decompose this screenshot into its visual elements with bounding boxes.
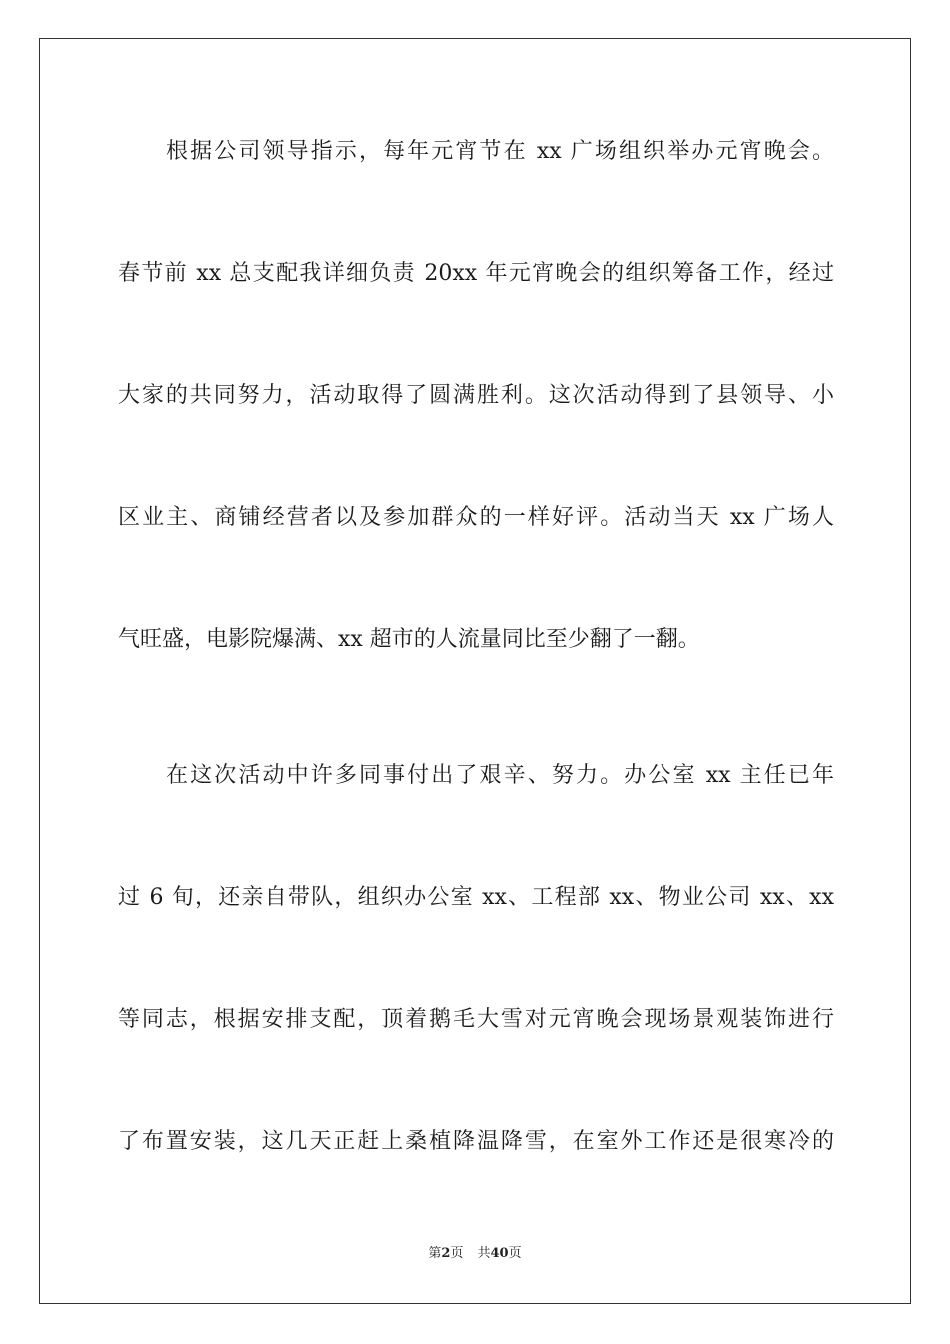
page-suffix: 页	[450, 1246, 464, 1261]
paragraph-line: 过 6 旬，还亲自带队，组织办公室 xx、工程部 xx、物业公司 xx、xx	[118, 885, 834, 910]
page-footer	[0, 1245, 950, 1263]
paragraph-line: 了布置安装，这几天正赶上桑植降温降雪，在室外工作还是很寒冷的	[118, 1129, 834, 1154]
paragraph-line: 等同志，根据安排支配，顶着鹅毛大雪对元宵晚会现场景观装饰进行	[118, 1007, 834, 1032]
total-prefix: 共	[477, 1246, 491, 1261]
paragraph-line: 根据公司领导指示，每年元宵节在 xx 广场组织举办元宵晚会。	[166, 139, 834, 164]
total-suffix: 页	[508, 1246, 522, 1261]
paragraph-line: 区业主、商铺经营者以及参加群众的一样好评。活动当天 xx 广场人	[118, 505, 834, 530]
paragraph-line: 春节前 xx 总支配我详细负责 20xx 年元宵晚会的组织筹备工作，经过	[118, 261, 834, 286]
paragraph-line: 大家的共同努力，活动取得了圆满胜利。这次活动得到了县领导、小	[118, 383, 834, 408]
paragraph-line: 在这次活动中许多同事付出了艰辛、努力。办公室 xx 主任已年	[166, 763, 834, 788]
page-number: 2	[441, 1246, 451, 1261]
page-prefix: 第	[428, 1246, 442, 1261]
page-border	[39, 38, 911, 1304]
paragraph-line: 气旺盛，电影院爆满、xx 超市的人流量同比至少翻了一翻。	[118, 627, 700, 652]
total-pages: 40	[490, 1246, 509, 1261]
